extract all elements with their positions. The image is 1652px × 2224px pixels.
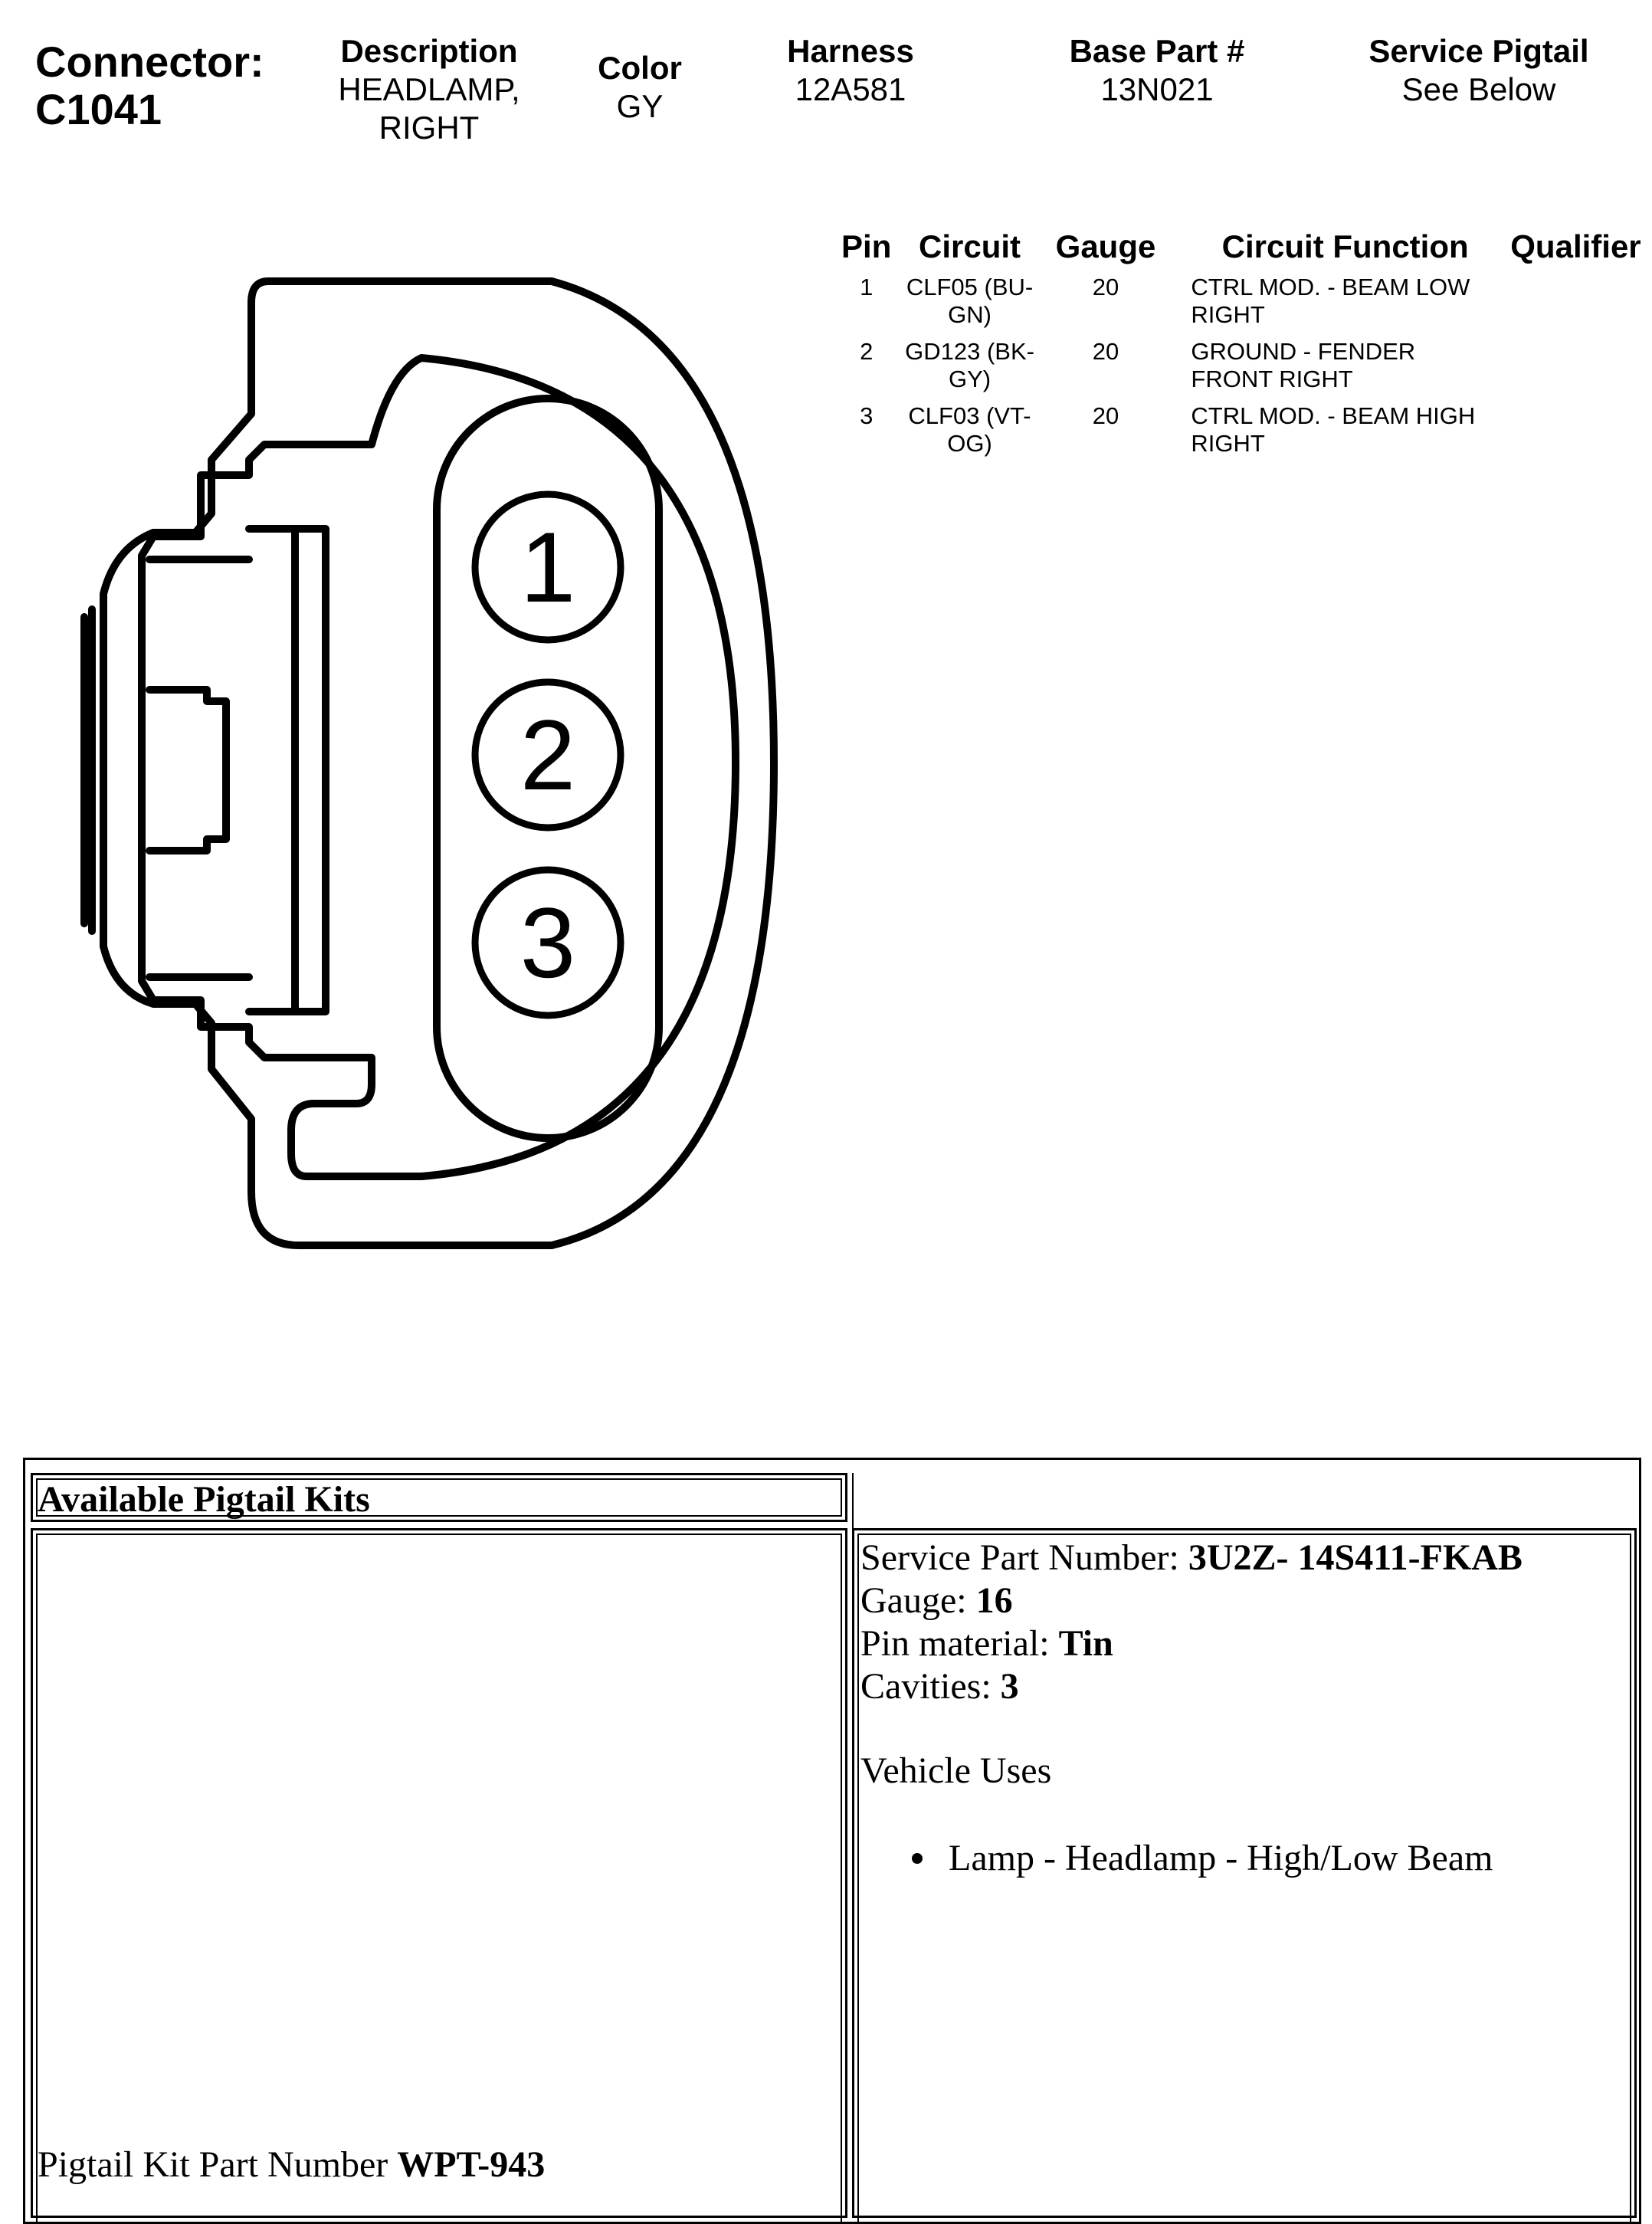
description-value-line2: RIGHT (379, 110, 480, 146)
row-function-line2: FRONT RIGHT (1191, 366, 1353, 392)
header-circuit-function: Circuit Function (1221, 228, 1469, 264)
latch-tab (149, 559, 249, 977)
header-qualifier: Qualifier (1510, 228, 1641, 264)
pigtail-kit-part-value: WPT-943 (397, 2144, 546, 2185)
row-pin: 1 (860, 274, 874, 300)
cavities-value: 3 (1000, 1666, 1019, 1707)
row-circuit-line2: GY) (948, 366, 992, 392)
color-column (567, 49, 713, 126)
latch-outline (249, 529, 326, 1012)
header-circuit: Circuit (919, 228, 1021, 264)
harness-column (736, 32, 965, 109)
row-function-line1: GROUND - FENDER (1191, 338, 1416, 365)
pigtail-kit-part-label: Pigtail Kit Part Number (38, 2144, 398, 2185)
color-value: GY (616, 88, 664, 124)
table-row (835, 274, 1652, 338)
connector-id: C1041 (35, 85, 162, 133)
description-label: Description (340, 33, 518, 69)
harness-value: 12A581 (795, 71, 906, 107)
latch-notch (149, 690, 226, 851)
row-function-line2: RIGHT (1191, 430, 1265, 457)
list-item (912, 1837, 1493, 1880)
row-gauge: 20 (1092, 338, 1119, 365)
pigtail-kit-specs (860, 1537, 1523, 1708)
gauge-label: Gauge: (860, 1580, 976, 1621)
pin-material-label: Pin material: (860, 1623, 1059, 1664)
row-gauge: 20 (1092, 402, 1119, 429)
pigtail-kits-header (31, 1473, 847, 1522)
vehicle-uses-list (912, 1837, 1493, 1880)
description-value-line1: HEADLAMP, (338, 71, 520, 107)
pin-2-label: 2 (520, 699, 576, 811)
service-part-number-value: 3U2Z- 14S411-FKAB (1188, 1537, 1523, 1578)
row-function-line1: CTRL MOD. - BEAM HIGH (1191, 402, 1476, 429)
row-circuit-line1: CLF03 (VT- (908, 402, 1031, 429)
row-function-line2: RIGHT (1191, 301, 1265, 328)
pigtail-kits-divider (852, 1473, 854, 1528)
row-qualifier (1500, 338, 1652, 402)
row-circuit-line1: CLF05 (BU- (906, 274, 1034, 300)
row-circuit-line1: GD123 (BK- (905, 338, 1034, 365)
service-part-number-label: Service Part Number: (860, 1537, 1188, 1578)
description-column (306, 32, 552, 147)
base-part-column (1042, 32, 1272, 109)
vehicle-use-text: Lamp - Headlamp - High/Low Beam (949, 1838, 1493, 1878)
gauge (860, 1579, 1523, 1622)
vehicle-uses-label: Vehicle Uses (860, 1750, 1052, 1791)
header-gauge: Gauge (1055, 228, 1156, 264)
row-pin: 2 (860, 338, 874, 365)
pigtail-kit-part-number (38, 2144, 545, 2186)
row-function (1169, 338, 1500, 402)
pigtail-kit-details-cell (852, 1528, 1637, 2218)
base-part-label: Base Part # (1069, 33, 1245, 69)
service-pigtail-value: See Below (1401, 71, 1556, 107)
row-circuit-line2: GN) (948, 301, 992, 328)
table-row (835, 338, 1652, 402)
harness-label: Harness (787, 33, 914, 69)
row-circuit-line2: OG) (947, 430, 992, 457)
pin-material-value: Tin (1058, 1623, 1113, 1664)
row-gauge: 20 (1092, 274, 1119, 300)
row-pin: 3 (860, 402, 874, 429)
pin-1-label: 1 (520, 511, 576, 623)
gauge-value: 16 (975, 1580, 1013, 1621)
row-circuit (897, 338, 1041, 402)
pin-table (835, 226, 1652, 467)
service-part-number (860, 1537, 1523, 1579)
left-ridge (84, 609, 92, 931)
table-row (835, 402, 1652, 467)
cavities (860, 1665, 1523, 1708)
cavities-label: Cavities: (860, 1666, 1001, 1707)
service-pigtail-label: Service Pigtail (1368, 33, 1589, 69)
row-circuit (897, 402, 1041, 467)
connector-title (35, 38, 264, 133)
pin-3-label: 3 (520, 887, 576, 999)
row-qualifier (1500, 274, 1652, 338)
pigtail-kits-title: Available Pigtail Kits (38, 1479, 370, 1520)
row-function-line1: CTRL MOD. - BEAM LOW (1191, 274, 1470, 300)
row-circuit (897, 274, 1041, 338)
bullet-icon (912, 1853, 923, 1864)
pigtail-kit-image-cell-inner-border (36, 1534, 842, 2223)
service-pigtail-column (1333, 32, 1624, 109)
row-qualifier (1500, 402, 1652, 467)
connector-title-label: Connector: (35, 38, 264, 86)
header-pin: Pin (841, 228, 892, 264)
pigtail-kit-image-cell (31, 1528, 847, 2218)
pin-table-header-row (835, 226, 1652, 274)
pin-material (860, 1622, 1523, 1665)
base-part-value: 13N021 (1100, 71, 1214, 107)
row-function (1169, 274, 1500, 338)
row-function (1169, 402, 1500, 467)
color-label: Color (598, 50, 682, 86)
connector-face-diagram (61, 272, 797, 1261)
